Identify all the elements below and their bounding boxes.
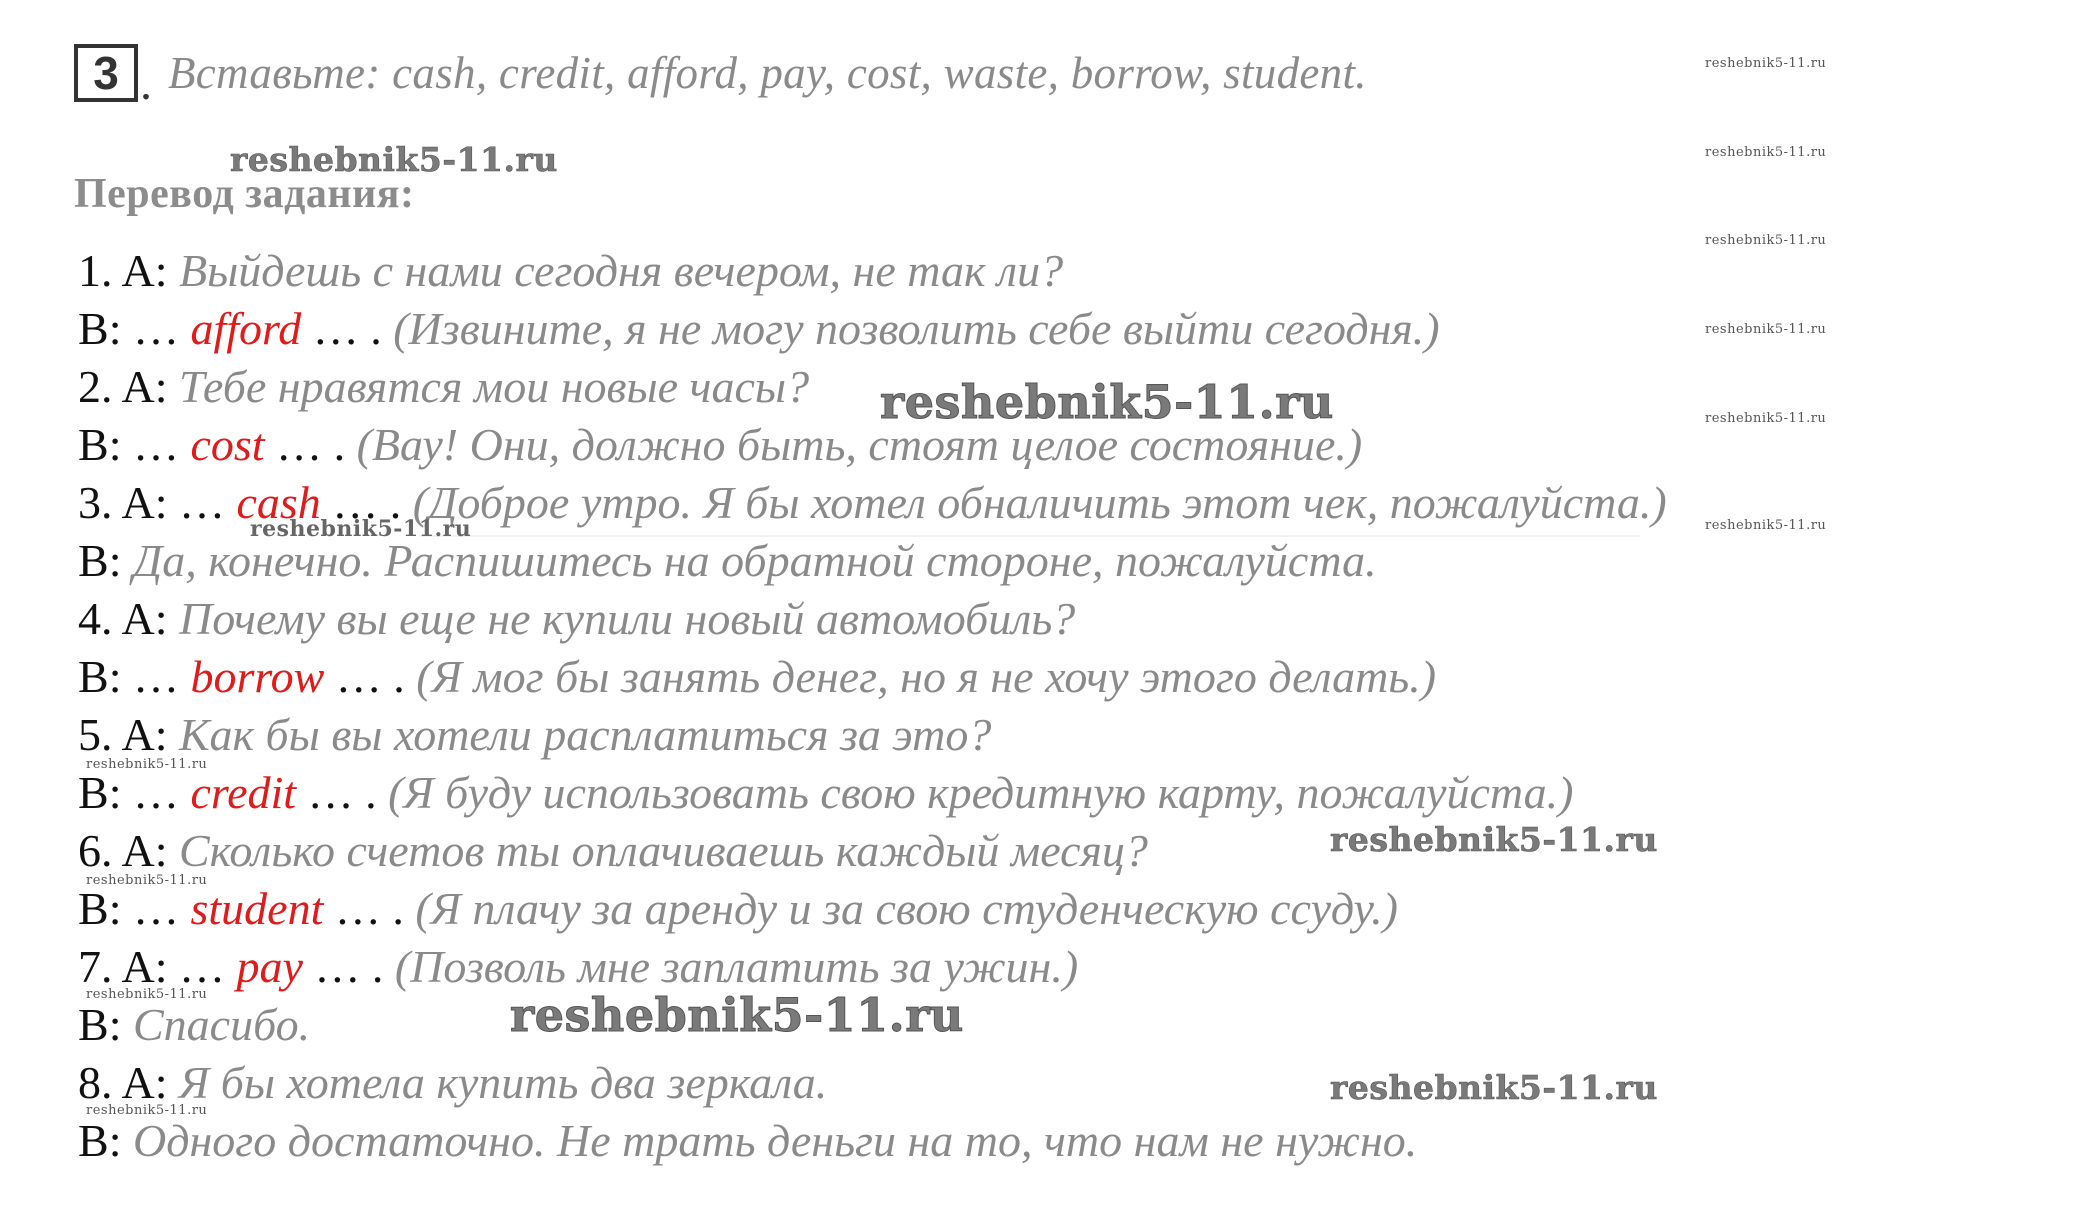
dialogue-line [78,300,1898,358]
dialogue-line [78,938,1898,996]
watermark: reshebnik5-11.ru [880,375,1334,429]
line-label: 5. A [78,709,155,760]
task-number: 3 [93,47,119,99]
translation-text: Как бы вы хотели расплатиться за это? [178,709,992,760]
line-ellipsis-after: … . [301,303,394,354]
line-ellipsis-before: … [132,767,191,818]
line-ellipsis-after: … . [296,767,389,818]
dialogue-line [78,706,1898,764]
watermark: reshebnik5-11.ru [1705,411,1827,426]
translation-heading: Перевод задания: [74,171,415,217]
watermark: reshebnik5-11.ru [1705,56,1827,71]
line-label: 2. A [78,361,155,412]
line-separator: : [154,245,179,296]
line-separator: : [108,999,133,1050]
line-ellipsis-after: … . [323,883,416,934]
line-label: B [78,767,109,818]
watermark: reshebnik5-11.ru [510,988,964,1042]
dialogue-line [78,764,1898,822]
line-separator: : [108,651,133,702]
translation-text: Тебе нравятся мои новые часы? [178,361,810,412]
faded-ghost-text [420,535,1640,667]
watermark: reshebnik5-11.ru [1330,1068,1658,1107]
dialogue-line [78,996,1898,1054]
line-ellipsis-after: … . [320,477,413,528]
answer-word: student [190,883,324,934]
watermark: reshebnik5-11.ru [1705,322,1827,337]
line-separator: : [154,593,179,644]
task-instruction: Вставьте: cash, credit, afford, pay, cost, waste, borrow, student. [168,48,1367,98]
watermark: reshebnik5-11.ru [86,1103,208,1118]
watermark: reshebnik5-11.ru [1705,145,1827,160]
line-ellipsis-after: … . [264,419,357,470]
translation-text: Одного достаточно. Не трать деньги на то, что нам не нужно. [132,1115,1418,1166]
line-ellipsis-before: … [132,651,191,702]
line-label: 3. A [78,477,155,528]
translation-text: (Извините, я не могу позволить себе выйти сегодня.) [393,303,1440,354]
translation-text: (Позволь мне заплатить за ужин.) [394,941,1079,992]
line-ellipsis-after: … . [302,941,395,992]
watermark: reshebnik5-11.ru [86,757,208,772]
task-number-dot: . [140,56,152,110]
answer-word: borrow [190,651,325,702]
translation-text: Спасибо. [132,999,311,1050]
line-label: 6. A [78,825,155,876]
line-separator: : [108,419,133,470]
line-ellipsis-before: … [132,883,191,934]
line-separator: : [108,303,133,354]
translation-text: Сколько счетов ты оплачиваешь каждый месяц? [178,825,1148,876]
watermark: reshebnik5-11.ru [86,987,208,1002]
answer-word: cost [190,419,265,470]
line-label: 1. A [78,245,155,296]
line-label: 7. A [78,941,155,992]
translation-text: Выйдешь с нами сегодня вечером, не так ли? [178,245,1064,296]
line-separator: : [108,1115,133,1166]
dialogue-line [78,1112,1898,1170]
translation-text: (Я мог бы занять денег, но я не хочу этого делать.) [416,651,1437,702]
dialogue-line [78,880,1898,938]
dialogue-line [78,242,1898,300]
line-label: B [78,1115,109,1166]
line-separator: : [154,477,179,528]
translation-text: Я бы хотела купить два зеркала. [178,1057,828,1108]
line-label: 8. A [78,1057,155,1108]
line-separator: : [154,941,179,992]
watermark: reshebnik5-11.ru [1705,233,1827,248]
task-number-box [74,44,138,102]
watermark: reshebnik5-11.ru [1330,820,1658,859]
line-ellipsis-after: … . [324,651,417,702]
line-label: B [78,419,109,470]
line-separator: : [108,883,133,934]
line-label: B [78,535,109,586]
answer-word: credit [190,767,297,818]
line-separator: : [154,825,179,876]
line-separator: : [108,535,133,586]
answer-word: pay [236,941,303,992]
line-ellipsis-before: … [178,477,237,528]
line-label: 4. A [78,593,155,644]
watermark: reshebnik5-11.ru [250,516,472,542]
translation-text: (Я плачу за аренду и за свою студенческую ссуду.) [415,883,1398,934]
line-label: B [78,651,109,702]
line-ellipsis-before: … [132,303,191,354]
line-separator: : [154,361,179,412]
translation-text: Почему вы еще не купили новый автомобиль? [178,593,1076,644]
answer-word: cash [236,477,321,528]
translation-text: (Вау! Они, должно быть, стоят целое состояние.) [356,419,1363,470]
line-label: B [78,303,109,354]
line-separator: : [154,709,179,760]
watermark: reshebnik5-11.ru [86,873,208,888]
translation-text: (Доброе утро. Я бы хотел обналичить этот чек, пожалуйста.) [412,477,1667,528]
line-separator: : [154,1057,179,1108]
line-ellipsis-before: … [132,419,191,470]
watermark: reshebnik5-11.ru [230,140,558,179]
answer-word: afford [190,303,302,354]
task-header [74,38,1367,108]
translation-text: Да, конечно. Распишитесь на обратной стороне, пожалуйста. [132,535,1377,586]
line-label: B [78,883,109,934]
line-ellipsis-before: … [178,941,237,992]
watermark: reshebnik5-11.ru [1705,518,1827,533]
line-label: B [78,999,109,1050]
translation-text: (Я буду использовать свою кредитную карту, пожалуйста.) [388,767,1574,818]
line-separator: : [108,767,133,818]
